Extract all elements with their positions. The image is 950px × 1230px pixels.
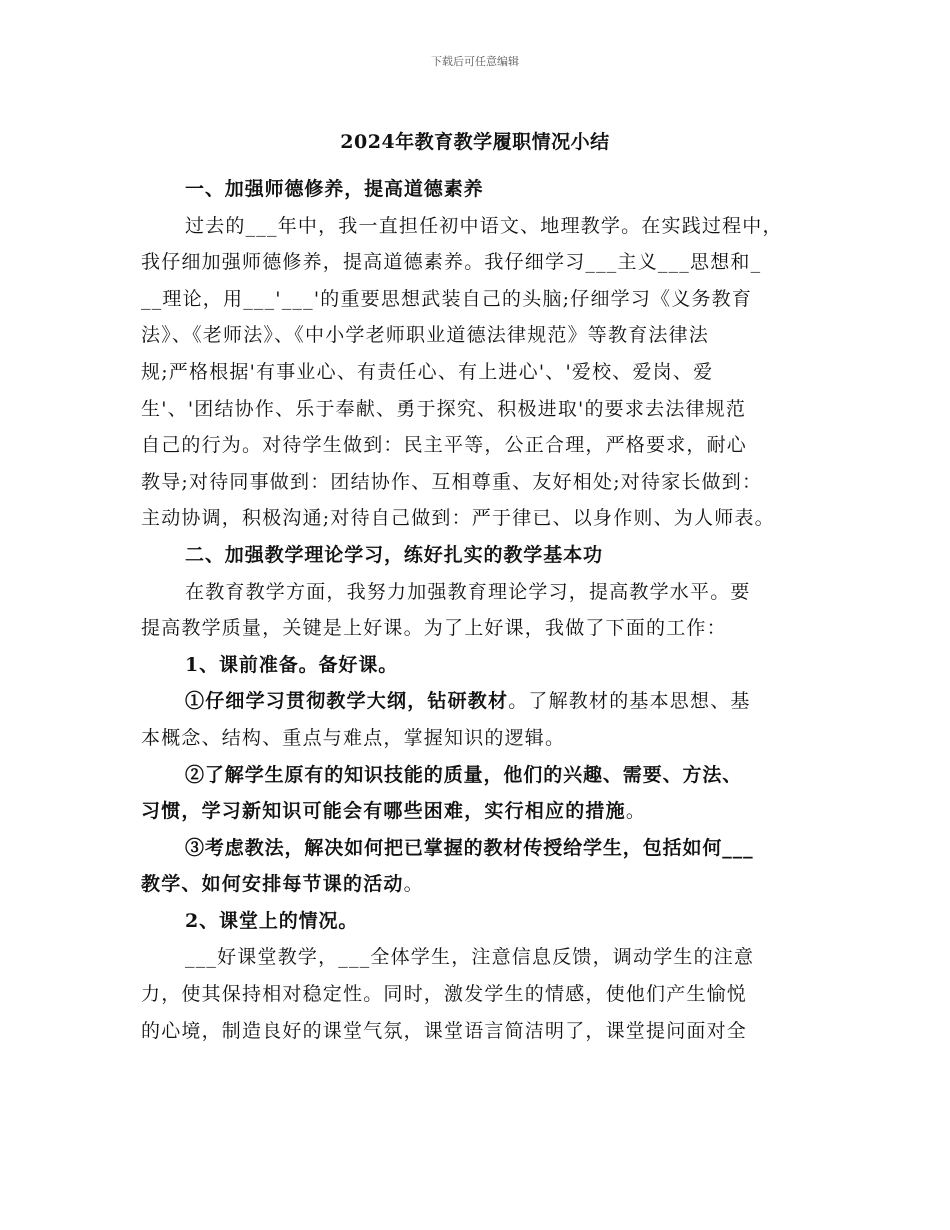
normal-segment: 。了解教材的基本思想、基 [508,690,751,713]
text-line: 我仔细加强师德修养，提高道德素养。我仔细学习___主义___思想和_ [141,251,762,274]
text-line: 生'、'团结协作、乐于奉献、勇于探究、积极进取'的要求去法律规范 [141,397,747,420]
text-line: 一、加强师德修养，提高道德素养 [185,178,484,200]
text-line [141,866,811,903]
document-title: 2024年教育教学履职情况小结 [340,131,610,153]
text-line: __理论，用___'___'的重要思想武装自己的头脑;仔细学习《义务教育 [141,287,753,310]
text-line: 自己的行为。对待学生做到：民主平等，公正合理，严格要求，耐心 [141,434,748,457]
text-line: ___好课堂教学，___全体学生，注意信息反馈，调动学生的注意 [185,946,755,969]
text-line: 1、课前准备。备好课。 [185,653,399,676]
text-line: 提高教学质量，关键是上好课。为了上好课，我做了下面的工作： [141,617,727,640]
text-line: 主动协调，积极沟通;对待自己做到：严于律已、以身作则、为人师表。 [141,507,775,530]
normal-segment: 。 [403,873,424,896]
text-line [141,793,811,830]
text-line: ③考虑教法，解决如何把已掌握的教材传授给学生，包括如何___ [185,836,754,859]
text-line: 2、课堂上的情况。 [185,909,359,932]
text-line: 法》、《老师法》、《中小学老师职业道德法律规范》等教育法律法 [141,324,710,347]
text-line: 二、加强教学理论学习，练好扎实的教学基本功 [185,543,603,566]
text-line: 过去的___年中，我一直担任初中语文、地理教学。在实践过程中， [185,214,783,237]
text-line: 力，使其保持相对稳定性。同时，激发学生的情感，使他们产生愉悦 [141,983,748,1006]
text-line: 规;严格根据'有事业心、有责任心、有上进心'、'爱校、爱岗、爱 [141,360,714,383]
text-line: 教导;对待同事做到：团结协作、互相尊重、友好相处;对待家长做到： [141,470,763,493]
normal-segment: 。 [625,800,647,823]
page-header: 下载后可任意编辑 [431,55,519,68]
bold-segment: 习惯，学习新知识可能会有哪些困难，实行相应的措施 [141,800,626,823]
text-line: 本概念、结构、重点与难点，掌握知识的逻辑。 [141,726,566,749]
text-line: 的心境，制造良好的课堂气氛，课堂语言简洁明了，课堂提问面对全 [141,1019,748,1042]
text-line: ②了解学生原有的知识技能的质量，他们的兴趣、需要、方法、 [185,763,743,786]
bold-segment: 教学、如何安排每节课的活动 [141,873,404,896]
text-line [141,683,811,720]
text-line: 在教育教学方面，我努力加强教育理论学习，提高教学水平。要 [185,580,751,603]
bold-segment: ①仔细学习贯彻教学大纲，钻研教材 [185,690,509,713]
document-body [141,171,811,1049]
